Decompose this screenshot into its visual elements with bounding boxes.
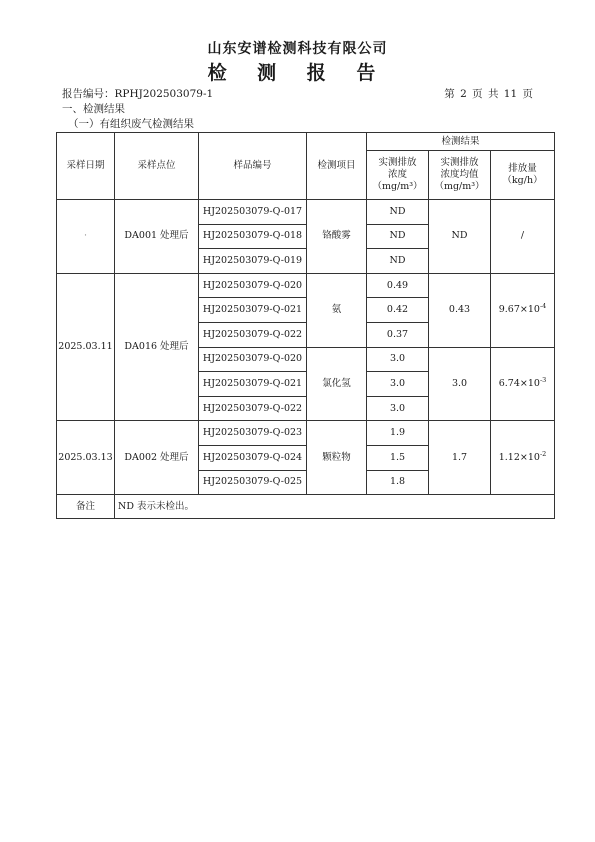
sample-id: HJ202503079-Q-021 bbox=[199, 298, 307, 323]
concentration: ND bbox=[367, 224, 429, 249]
page-indicator: 第 2 页 共 11 页 bbox=[444, 88, 533, 100]
concentration: 1.9 bbox=[367, 421, 429, 446]
header-average: 实测排放 浓度均值 （mg/m³） bbox=[429, 151, 491, 200]
remark-row bbox=[57, 495, 555, 519]
sample-id: HJ202503079-Q-020 bbox=[199, 347, 307, 372]
company-name: 山东安谱检测科技有限公司 bbox=[207, 41, 388, 57]
header-result: 检测结果 bbox=[367, 133, 555, 151]
sampling-point: DA002 处理后 bbox=[115, 421, 199, 495]
table-row bbox=[57, 200, 555, 225]
average: ND bbox=[429, 200, 491, 274]
sampling-point: DA001 处理后 bbox=[115, 200, 199, 274]
average: 3.0 bbox=[429, 347, 491, 421]
concentration: 3.0 bbox=[367, 396, 429, 421]
concentration: ND bbox=[367, 249, 429, 274]
sampling-date: 2025.03.11 bbox=[57, 273, 115, 421]
sample-id: HJ202503079-Q-020 bbox=[199, 273, 307, 298]
header-sample: 样品编号 bbox=[199, 133, 307, 200]
report-number-label: 报告编号： bbox=[62, 88, 115, 100]
concentration: ND bbox=[367, 200, 429, 225]
report-number-value: RPHJ202503079-1 bbox=[114, 88, 214, 100]
emission-rate: $1.12\times 10^{-2}$ bbox=[491, 421, 555, 495]
sample-id: HJ202503079-Q-024 bbox=[199, 445, 307, 470]
average: 0.43 bbox=[429, 273, 491, 347]
test-item: 氨 bbox=[307, 273, 367, 347]
sampling-point: DA016 处理后 bbox=[115, 273, 199, 421]
test-item: 铬酸雾 bbox=[307, 200, 367, 274]
sample-id: HJ202503079-Q-022 bbox=[199, 396, 307, 421]
sample-id: HJ202503079-Q-017 bbox=[199, 200, 307, 225]
concentration: 0.49 bbox=[367, 273, 429, 298]
emission-rate: / bbox=[491, 200, 555, 274]
sample-id: HJ202503079-Q-021 bbox=[199, 372, 307, 397]
header-item: 检测项目 bbox=[307, 133, 367, 200]
concentration: 0.37 bbox=[367, 322, 429, 347]
report-title: 检 测 报 告 bbox=[207, 62, 388, 84]
sample-id: HJ202503079-Q-023 bbox=[199, 421, 307, 446]
concentration: 1.8 bbox=[367, 470, 429, 495]
remark-label: 备注 bbox=[57, 495, 115, 519]
test-item: 颗粒物 bbox=[307, 421, 367, 495]
concentration: 3.0 bbox=[367, 347, 429, 372]
header-rate: 排放量 （kg/h） bbox=[491, 151, 555, 200]
remark-text: ND 表示未检出。 bbox=[115, 495, 555, 519]
average: 1.7 bbox=[429, 421, 491, 495]
report-number bbox=[62, 86, 213, 101]
emission-rate: $9.67\times 10^{-4}$ bbox=[491, 273, 555, 347]
header-date: 采样日期 bbox=[57, 133, 115, 200]
sampling-date: 2025.03.13 bbox=[57, 421, 115, 495]
concentration: 3.0 bbox=[367, 372, 429, 397]
sample-id: HJ202503079-Q-022 bbox=[199, 322, 307, 347]
table-row bbox=[57, 273, 555, 298]
header-point: 采样点位 bbox=[115, 133, 199, 200]
results-table bbox=[56, 132, 555, 519]
emission-rate: $6.74\times 10^{-3}$ bbox=[491, 347, 555, 421]
concentration: 0.42 bbox=[367, 298, 429, 323]
concentration: 1.5 bbox=[367, 445, 429, 470]
sample-id: HJ202503079-Q-025 bbox=[199, 470, 307, 495]
header-concentration: 实测排放 浓度 （mg/m³） bbox=[367, 151, 429, 200]
section-heading: 一、检测结果 bbox=[62, 103, 125, 115]
table-row bbox=[57, 421, 555, 446]
sample-id: HJ202503079-Q-019 bbox=[199, 249, 307, 274]
date-mark: · bbox=[57, 200, 115, 274]
subsection-heading: （一）有组织废气检测结果 bbox=[68, 118, 194, 130]
sample-id: HJ202503079-Q-018 bbox=[199, 224, 307, 249]
test-item: 氯化氢 bbox=[307, 347, 367, 421]
